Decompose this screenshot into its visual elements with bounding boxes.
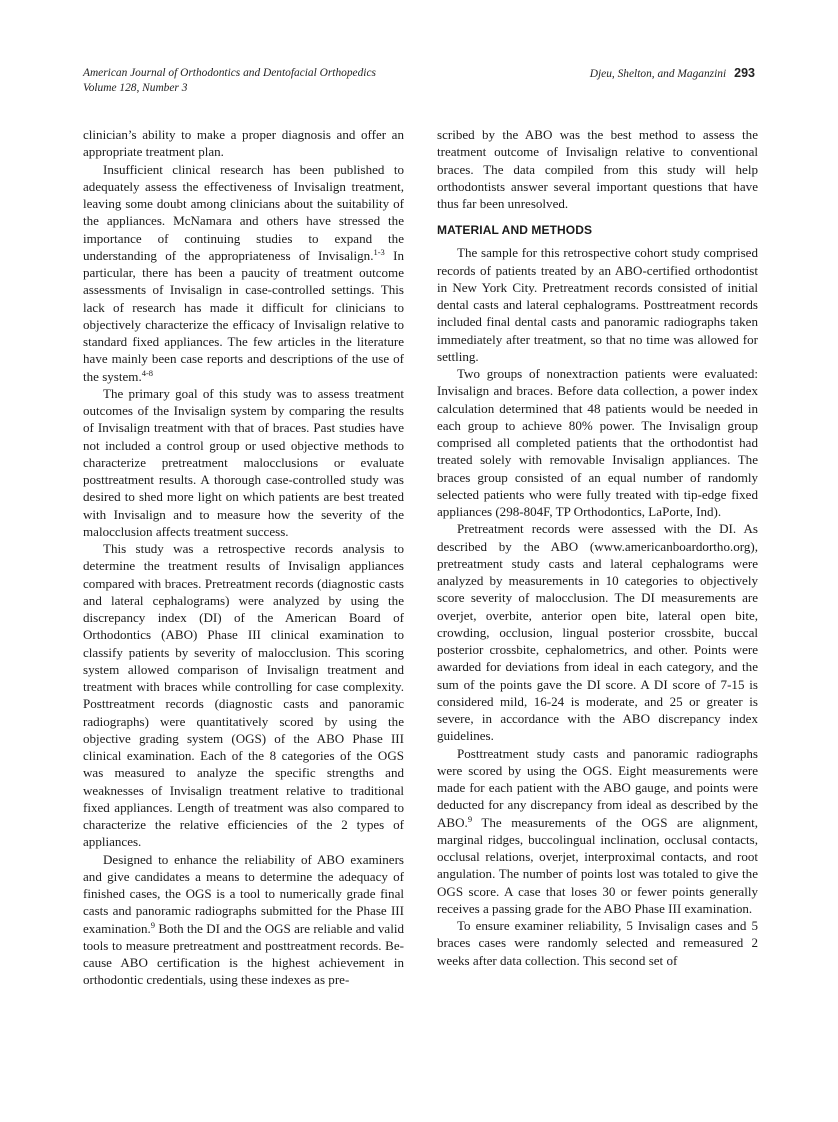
citation-ref: 1-3 (373, 246, 385, 257)
paragraph-sample: The sample for this retrospective cohort study comprised records of patients treated by an ABO-certified orthodontist in New York City. Pretreatment records consisted of initial dental casts and lateral cephalograms. Posttreatment records included final dental casts and panoramic radiographs taken immediately after treatment, so that no time was allowed for settling. (437, 245, 758, 364)
paragraph-reliability: To ensure examiner reliability, 5 Invisalign cases and 5 braces cases were randomly selected and remeasured 2 weeks after data collection. This second set of (437, 918, 758, 968)
paragraph-posttreatment (437, 745, 758, 918)
page-number: 293 (734, 66, 755, 80)
section-heading: MATERIAL AND METHODS (437, 223, 593, 238)
right-column (437, 126, 758, 969)
paragraph-pretreatment: Pretreatment records were assessed with the DI. As described by the ABO (www.americanboardortho.org), pretreatment study casts and lateral cephalograms were analyzed by measurements in 10 categories to objectively score severity of malocclusion. The DI measurements are overjet, overbite, anterior open bite, lateral open bite, crowding, occlusion, lingual posterior crossbite, buccal posterior crossbite, cephalometrics, and other. Points were awarded for deviations from ideal in each category, and the sum of the points gave the DI score. A DI score of 7-15 is considered mild, 16-24 is moderate, and 25 or greater is severe, in accordance with the ABO discrepancy index guidelines. (437, 521, 758, 744)
paragraph-groups: Two groups of nonextraction patients were evaluated: Invisalign and braces. Before data collection, a power index calculation determined that 48 patients would be needed in each group to achieve 80% power. The Invisalign group comprised all completed patients that the orthodontist had treated solely with removable Invisalign appliances. The braces group consisted of an equal number of randomly selected patients who were fully treated with tip-edge fixed appliances (298-804F, TP Orthodontics, LaPorte, Ind). (437, 366, 758, 519)
journal-citation (83, 66, 376, 96)
left-column (83, 126, 404, 989)
citation-ref: 9 (467, 813, 473, 824)
paragraph-text: Posttreatment study casts and panoramic radiographs were scored by using the OGS. Eight measurements were made for each patient with the ABO gauge, and points were deducted for any discrepancy from ideal as described by the ABO. (437, 745, 758, 830)
paragraph-study-design: This study was a retrospective records analysis to determine the treatment results of Invisalign appliances compared with braces. Pretreatment records (diagnostic casts and lateral cephalograms) were analyzed by using the discrepancy index (DI) of the American Board of Orthodontics (ABO) Phase III clinical examination to classify patients by severity of malocclusion. This scoring system allowed comparison of Invisalign treatment and treatment with braces while controlling for case complexity. Posttreatment records (diagnostic casts and panoramic radiographs) were quantitatively scored by using the objective grading system (OGS) of the ABO Phase III clinical examination. Each of the 8 categories of the OGS was measured to analyze the specific strengths and weaknesses of Invisalign treatment relative to traditional fixed appliances. Length of treatment was also compared to characterize the relative efficiencies of the 2 types of appliances. (83, 541, 404, 850)
paragraph-text: The measurements of the OGS are alignment, marginal ridges, buccolingual inclination, occlusal contacts, occlusal relations, overjet, interproximal contacts, and root angulation. The number of points lost was totaled to give the OGS score. A case that loses 30 or fewer points generally receives a passing grade for the ABO Phase III examination. (437, 814, 758, 916)
paragraph-text: Insufficient clinical research has been published to adequately assess the effectiveness of Invisalign treatment, leaving some doubt among clinicians about the suitability of the appliances. McNamara and others have stressed the importance of continuing studies to expand the understanding of the appropriateness of Invisalign. (83, 161, 404, 263)
paragraph-text: Designed to enhance the reliability of ABO examiners and give candidates a means to determine the adequacy of finished cases, the OGS is a tool to numerically grade final casts and panoramic radiographs submitted for the Phase III examination. (83, 851, 404, 936)
journal-title: American Journal of Orthodontics and Dentofacial Orthopedics (83, 67, 376, 79)
paragraph-continued: clinician’s ability to make a proper diagnosis and offer an appropriate treatment plan. (83, 127, 404, 160)
citation-ref: 4-8 (141, 367, 154, 378)
paragraph-primary-goal: The primary goal of this study was to assess treatment outcomes of the Invisalign system by comparing the results of Invisalign treatment with that of braces. Past studies have not included a control group or used objective methods to characterize pretreatment malocclusions or evaluate posttreatment results. A thorough case-controlled study was desired to shed more light on which patients are best treated with Invisalign and to measure how the severity of the malocclusion affects treatment success. (83, 385, 404, 539)
paragraph-text: In particular, there has been a paucity of treatment outcome assessments of Invisalign in case-controlled settings. This lack of research has made it difficult for clinicians to objectively characterize the efficacy of Invisalign relative to standard fixed appliances. The few articles in the literature have mainly been case reports and descriptions of the use of the system. (83, 247, 404, 384)
header-right (590, 66, 755, 82)
citation-ref: 9 (150, 919, 156, 930)
journal-volume: Volume 128, Number 3 (83, 82, 188, 94)
paragraph-research-gap (83, 161, 404, 385)
running-authors: Djeu, Shelton, and Maganzini (589, 68, 727, 80)
running-header (83, 66, 755, 96)
paragraph-ogs (83, 851, 404, 989)
paragraph-text: Both the DI and the OGS are reliable and valid tools to measure pretreatment and posttreatment records. Because ABO certification is the highest achievement in orthodontic credentials, using these indexes as pre- (83, 920, 404, 988)
paragraph-continued: scribed by the ABO was the best method to assess the treatment outcome of Invisalign relative to conventional braces. The data compiled from this study will help orthodontists answer several important questions that have thus far been unresolved. (437, 127, 758, 211)
